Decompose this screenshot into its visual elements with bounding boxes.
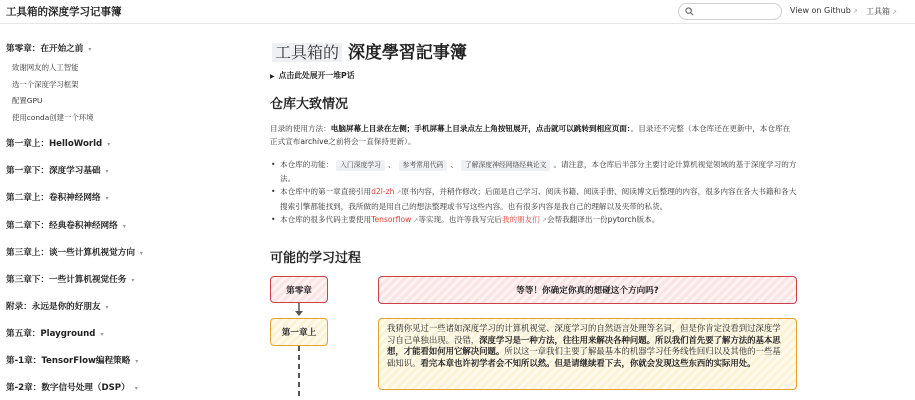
bullet-text: 等实现。也许等我写完后 (418, 215, 502, 225)
external-link-icon: ↗ (852, 8, 858, 15)
sidebar-chapter-label: 第-2章：数字信号处理（DSP） (6, 383, 130, 393)
sidebar-chapter-label: 第一章上：HelloWorld (6, 139, 103, 149)
sidebar-chapter[interactable] (6, 246, 143, 258)
chevron-down-icon[interactable]: ▾ (139, 250, 143, 257)
github-link-label: View on Github (790, 6, 851, 15)
sidebar-chapter[interactable] (6, 273, 134, 285)
sidebar-chapter[interactable] (6, 191, 109, 203)
chevron-down-icon[interactable]: ▾ (122, 223, 126, 230)
sidebar-chapter-label: 第二章上：卷积神经网络 (6, 193, 101, 203)
details-label: 点击此处展开一堆P话 (278, 71, 355, 80)
sidebar-chapter-label: 第-1章：TensorFlow编程策略 (6, 356, 131, 366)
para-prefix: 目录的使用方法： (270, 124, 331, 133)
tag-badge: 了解深度神经网络经典论文 (461, 160, 551, 171)
site-brand[interactable]: 工具箱的深度学习记事簿 (6, 6, 122, 18)
bullet-text: 会帮我翻译出一份pytorch版本。 (546, 215, 660, 225)
tag-badge: 入门深度学习 (336, 160, 385, 171)
sidebar (0, 25, 252, 400)
flow-node-chapter1[interactable]: 第一章上 (270, 318, 328, 346)
chevron-down-icon[interactable]: ▾ (134, 385, 138, 392)
flow-note-chapter1 (378, 318, 797, 390)
bullet-text: 原书内容，并稍作修改；后面是自己学习、阅读书籍、阅读手册、阅读博文后整理的内容，很多内容在各大书籍和各大搜索引擎都能找到，我所做的是用自己的想法整理或书写这些内容。也有很多内容是我自己的理解以及夹带的私货。 (280, 187, 797, 211)
section-heading: 可能的学习过程 (270, 251, 362, 266)
external-link-icon: ↗ (892, 9, 898, 16)
arrow-down-icon (295, 311, 303, 316)
title-text: 深度學習記事簿 (347, 43, 467, 63)
sidebar-item[interactable]: 选一个深度学习框架 (12, 80, 79, 89)
note-text-bold: 看完本章也许初学者会不知所以然。但是请继续看下去，你就会发现这些东西的实际用处。 (420, 357, 756, 368)
main-content (270, 25, 800, 400)
link-label: d2l-zh (371, 187, 395, 197)
flow-note-warning: 等等！你确定你真的想碰这个方向吗? (378, 276, 797, 304)
external-link-icon: ↗ (396, 189, 402, 197)
para-bold: 电脑屏幕上目录在左侧；手机屏幕上目录点左上角按钮展开，点击就可以跳转到相应页面： (330, 124, 631, 133)
note-text-part: 我猜你见过一些诸如深度学习的计算机视觉、深度学习的自然语言处理等名词，但是你肯定没看到过深度学习自己单独出现。没错， (387, 323, 781, 345)
link-label: 我的朋友们 (501, 215, 540, 225)
chevron-down-icon[interactable]: ▾ (105, 195, 109, 202)
external-link-icon: ↗ (541, 217, 547, 225)
chevron-down-icon[interactable]: ▾ (107, 141, 111, 148)
triangle-right-icon: ▶ (270, 73, 275, 80)
chevron-down-icon[interactable]: ▾ (100, 331, 104, 338)
sidebar-item[interactable]: 配置GPU (12, 96, 43, 105)
chevron-down-icon[interactable]: ▾ (105, 168, 109, 175)
link-label: Tensorflow (371, 215, 412, 225)
sidebar-chapter-label: 第零章：在开始之前 (6, 44, 84, 54)
sidebar-chapter[interactable] (6, 219, 126, 231)
chevron-down-icon[interactable]: ▾ (131, 277, 135, 284)
toolbox-link-label: 工具箱 (866, 7, 890, 16)
sidebar-chapter[interactable] (6, 327, 103, 339)
toolbox-link[interactable] (866, 6, 897, 17)
note-text-bold: 深度学习是一种方法，往往用来解决各种问题。所以我们首先要了解方法的基本思想，才能看如何用它解决问题。 (387, 334, 781, 357)
sidebar-chapter-label: 第三章上：谈一些计算机视觉方向 (6, 248, 135, 258)
para-suffix: 。目录还不完整（本仓库还在更新中，本仓库在正式宣布archive之前将会一直保持更新）。 (270, 124, 791, 146)
note-text-part: 所以这一章我们主要了解最基本的机器学习任务线性回归以及其他的一些基础知识。 (387, 346, 781, 368)
list-item: • 本仓库的功能： 入门深度学习 、 参考常用代码 、 了解深度神经网络经典论文 。请注意，本仓库后半部分主要讨论计算机视觉领域的基于深度学习的方法。 (270, 158, 798, 185)
chevron-down-icon[interactable]: ▾ (105, 304, 109, 311)
bullet-text: 。请注意，本仓库后半部分主要讨论计算机视觉领域的基于深度学习的方法。 (280, 160, 797, 183)
sidebar-chapter-label: 第一章下：深度学习基础 (6, 166, 101, 176)
search-icon (685, 7, 694, 16)
title-code: 工具箱的 (272, 43, 342, 62)
tag-badge: 参考常用代码 (399, 160, 448, 171)
sidebar-chapter-0[interactable] (6, 42, 91, 54)
note-text (387, 323, 788, 369)
flow-node-chapter0[interactable]: 第零章 (270, 276, 328, 303)
search-input[interactable] (699, 5, 779, 18)
section-heading: 仓库大致情况 (270, 97, 349, 112)
top-navbar (0, 0, 915, 24)
external-link-icon: ↗ (413, 217, 419, 225)
sidebar-chapter-label: 第五章：Playground (6, 329, 96, 339)
chevron-down-icon[interactable]: ▾ (88, 46, 92, 53)
sidebar-item[interactable]: 致谢网友的人工智能 (12, 63, 79, 72)
sidebar-chapter[interactable] (6, 381, 138, 393)
sidebar-chapter[interactable] (6, 300, 109, 312)
bullet-text: 本仓库的很多代码主要使用 (280, 215, 372, 225)
sidebar-chapter[interactable] (6, 164, 109, 176)
sidebar-chapter-label: 第三章下：一些计算机视觉任务 (6, 275, 127, 285)
sidebar-chapter-label: 附录：永远是你的好朋友 (6, 302, 101, 312)
github-link[interactable] (790, 6, 858, 15)
sidebar-chapter-label: 第二章下：经典卷积神经网络 (6, 221, 118, 231)
sidebar-item[interactable]: 使用conda创建一个环境 (12, 113, 94, 122)
search-box[interactable] (678, 3, 782, 20)
sidebar-chapter[interactable] (6, 137, 110, 149)
bullet-text: 本仓库的功能： (280, 160, 334, 169)
chevron-down-icon[interactable]: ▾ (135, 358, 139, 365)
bullet-text: 本仓库中的第一章直接引用 (280, 187, 372, 197)
sidebar-chapter[interactable] (6, 354, 138, 366)
